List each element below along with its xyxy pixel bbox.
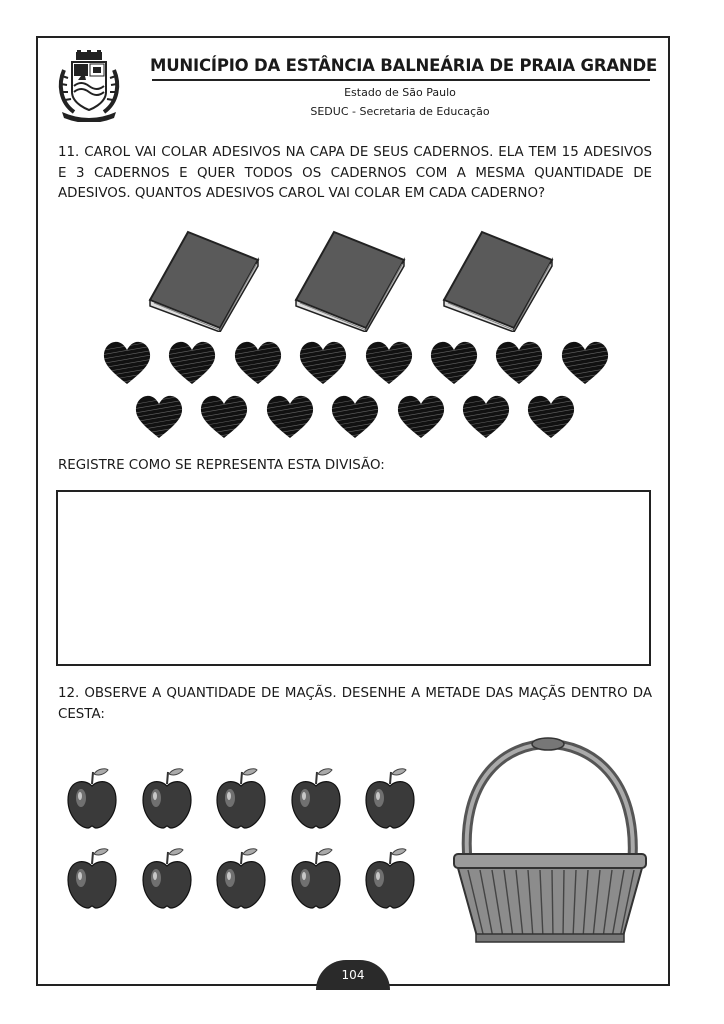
- notebook-icon: [294, 230, 406, 332]
- apple-icon: [141, 846, 193, 910]
- page-number: 104: [341, 968, 365, 982]
- heart-icon: [461, 394, 511, 440]
- heart-icon: [102, 340, 152, 386]
- apple-icon: [66, 766, 118, 830]
- heart-icon: [233, 340, 283, 386]
- apple-icon: [364, 766, 416, 830]
- heart-icon: [560, 340, 610, 386]
- apple-icon: [364, 846, 416, 910]
- heart-icon: [298, 340, 348, 386]
- heart-icon: [494, 340, 544, 386]
- answer-box[interactable]: [56, 490, 651, 666]
- basket-icon[interactable]: [448, 736, 652, 946]
- header-title: MUNICÍPIO DA ESTÂNCIA BALNEÁRIA DE PRAIA GRANDE: [150, 56, 658, 75]
- apple-icon: [290, 766, 342, 830]
- apple-icon: [290, 846, 342, 910]
- heart-icon: [134, 394, 184, 440]
- apple-icon: [215, 846, 267, 910]
- apple-icon: [215, 766, 267, 830]
- question-11-text: 11. CAROL VAI COLAR ADESIVOS NA CAPA DE SEUS CADERNOS. ELA TEM 15 ADESIVOS E 3 CADERNOS E QUER TODOS OS CADERNOS COM A MESMA QUANTIDADE DE ADESIVOS. QUANTOS ADESIVOS CAROL VAI COLAR EM CADA CADERNO?: [58, 145, 652, 201]
- apple-icon: [141, 766, 193, 830]
- header-department: SEDUC - Secretaria de Educação: [310, 105, 490, 118]
- header-state: Estado de São Paulo: [344, 86, 456, 99]
- heart-icon: [429, 340, 479, 386]
- heart-icon: [265, 394, 315, 440]
- crest-logo: [56, 50, 122, 122]
- heart-icon: [199, 394, 249, 440]
- header-divider: [152, 79, 650, 81]
- question-12-text: 12. OBSERVE A QUANTIDADE DE MAÇÃS. DESENHE A METADE DAS MAÇÃS DENTRO DA CESTA:: [58, 686, 652, 722]
- heart-icon: [167, 340, 217, 386]
- heart-icon: [330, 394, 380, 440]
- notebook-icon: [148, 230, 260, 332]
- heart-icon: [396, 394, 446, 440]
- heart-icon: [526, 394, 576, 440]
- heart-icon: [364, 340, 414, 386]
- apple-icon: [66, 846, 118, 910]
- notebook-icon: [442, 230, 554, 332]
- register-prompt: REGISTRE COMO SE REPRESENTA ESTA DIVISÃO:: [58, 458, 385, 473]
